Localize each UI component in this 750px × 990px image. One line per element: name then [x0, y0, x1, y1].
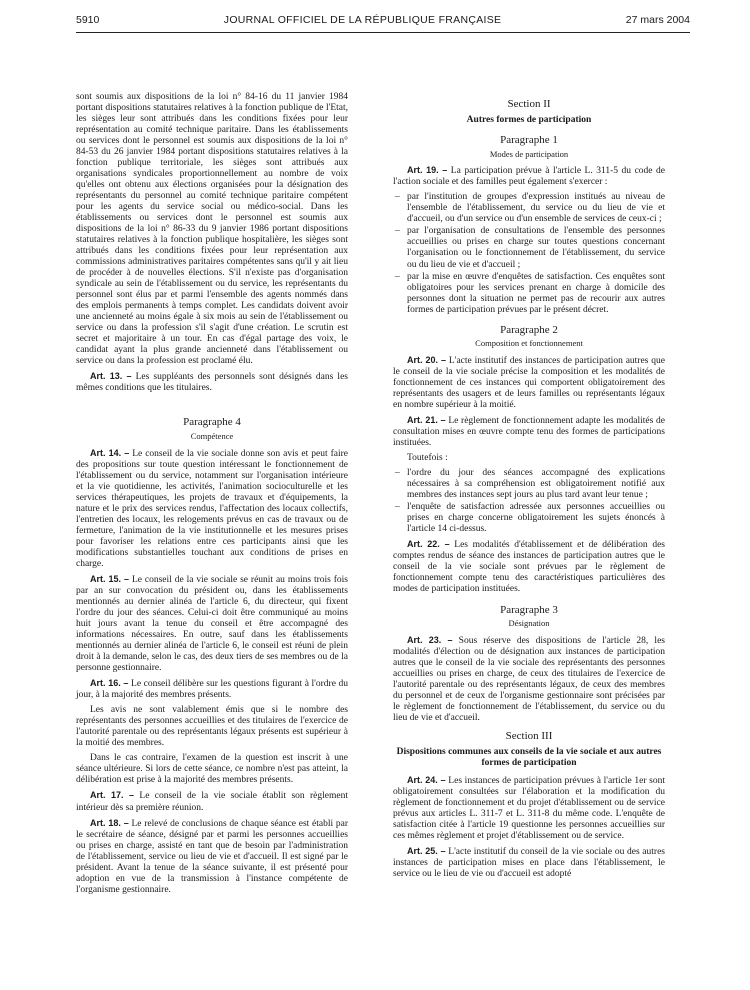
article-16: Art. 16. – Le conseil délibère sur les questions figurant à l'ordre du jour, à la majorité des membres présents. — [76, 678, 348, 701]
paragraph: Dans le cas contraire, l'examen de la question est inscrit à une séance ultérieure. Si lors de cette séance, ce nombre n'est pas atteint, la délibération est prise à la majorité des membres présents. — [76, 753, 348, 786]
article-18: Art. 18. – Le relevé de conclusions de chaque séance est établi par le secrétaire de séance, désigné par et parmi les personnes accueillies ou prises en charge, assisté en tant que de besoin par l'administration de l'établissement, service ou lieu de vie et d'accueil. Il est signé par le président. Avant la tenue de la séance suivante, il est présenté pour adoption en vue de la transmission à l'instance compétente de l'organisme gestionnaire. — [76, 817, 348, 895]
paragraph: Les avis ne sont valablement émis que si le nombre des représentants des personnes accueillies et des titulaires de l'exercice de l'autorité parentale ou des représentants légaux présents est supérieur à la moitié des membres. — [76, 705, 348, 749]
paragraph-3-title: Paragraphe 3 — [500, 603, 558, 616]
article-20: Art. 20. – L'acte institutif des instances de participation autres que le conseil de la vie sociale précise la composition et les modalités de fonctionnement de ces instances qui comportent obligatoirement des représentants des usagers et de leurs familles ou représentants légaux en nombre supérieur à la moitié. — [393, 355, 665, 411]
article-17: Art. 17. – Le conseil de la vie sociale établit son règlement intérieur dès sa première réunion. — [76, 790, 348, 813]
article-19-list — [393, 192, 665, 315]
left-column — [76, 92, 348, 900]
article-22: Art. 22. – Les modalités d'établissement et de délibération des comptes rendus de séance des instances de participation autres que le conseil de la vie sociale sont prévues par le règlement de fonctionnement compte tenu des caractéristiques particulières des modes de participation instituées. — [393, 539, 665, 595]
article-label: Art. 23. – — [407, 635, 453, 646]
article-21-list — [393, 468, 665, 535]
article-15: Art. 15. – Le conseil de la vie sociale se réunit au moins trois fois par an sur convocation du président ou, dans les établissements mentionnés au dernier alinéa de l'article 6, du directeur, qui fixent l'ordre du jour des séances. Celui-ci doit être communiqué au moins huit jours avant la tenue du conseil et être accompagné des informations nécessaires. En outre, sauf dans les établissements mentionnés au dernier alinéa de l'article 6, le conseil est réuni de plein droit à la demande, selon le cas, des deux tiers de ses membres ou de la personne gestionnaire. — [76, 574, 348, 674]
list-item: – par la mise en œuvre d'enquêtes de satisfaction. Ces enquêtes sont obligatoires pour les services prenant en charge à domicile des personnes dont la situation ne permet pas de recourir aux autres formes de participation prévues par le présent décret. — [393, 272, 665, 316]
paragraph-4-title: Paragraphe 4 — [183, 416, 241, 429]
article-23: Art. 23. – Sous réserve des dispositions de l'article 28, les modalités d'élection ou de désignation aux instances de participation autres que le conseil de la vie sociale des représentants des personnes accueillies ou prises en charge, de ceux des titulaires de l'exercice de l'autorité parentale ou des représentants légaux, de ceux des membres du personnel et de ceux de l'organisme gestionnaire sont précisées par le règlement de fonctionnement de l'établissement, du service ou du lieu de vie et d'accueil. — [393, 635, 665, 724]
article-label: Art. 24. – — [407, 775, 446, 786]
paragraph: sont soumis aux dispositions de la loi n° 84-16 du 11 janvier 1984 portant dispositions statutaires relatives à la fonction publique de l'Etat, les sièges leur sont attribués dans les conditions fixées pour leur représentation au comité technique paritaire. Dans les établissements ou services dont le personnel est soumis aux dispositions de la loi n° 84-53 du 26 janvier 1984 portant dispositions statutaires relatives à la fonction publique territoriale, les sièges sont attribués aux organisations syndicales proportionnellement au nombre de voix qu'elles ont obtenu aux élections organisées pour la désignation des représentants du personnel au comité technique paritaire compétent pour les agents du service social ou médico-social. Dans les établissements ou services dont le personnel est soumis aux dispositions de la loi n° 86-33 du 9 janvier 1986 portant dispositions statutaires relatives à la fonction publique hospitalière, les sièges sont attribués dans les conditions fixées pour leur représentation aux commissions administratives paritaires compétentes sans qu'il y ait lieu de procéder à de nouvelles élections. S'il n'existe pas d'organisation syndicale au sein de l'établissement ou du service, les représentants du personnel sont élus par et parmi l'ensemble des agents nommés dans des emplois permanents à temps complet. Les candidats doivent avoir une ancienneté au moins égale à six mois au sein de l'établissement ou service ou dans la profession s'il s'agit d'une création. Le scrutin est secret et majoritaire à un tour. En cas d'égal partage des voix, le candidat ayant la plus grande ancienneté dans l'établissement ou service ou dans la profession est proclamé élu. — [76, 92, 348, 367]
section-2-title: Section II — [507, 98, 551, 110]
list-item: – par l'institution de groupes d'expression institués au niveau de l'ensemble de l'établissement, du service ou du lieu de vie et d'accueil, ou d'un service ou d'un ensemble de services de ceux-ci ; — [393, 192, 665, 225]
list-item: – l'ordre du jour des séances accompagné des explications nécessaires à sa compréhension est obligatoirement notifié aux membres des instances sept jours au plus tard avant leur tenue ; — [393, 468, 665, 501]
article-label: Art. 25. – — [407, 846, 446, 857]
right-column — [393, 92, 665, 884]
article-label: Art. 21. – — [407, 415, 446, 426]
article-14: Art. 14. – Le conseil de la vie sociale donne son avis et peut faire des propositions sur toute question intéressant le fonctionnement de l'établissement ou du service, notamment sur l'organisation intérieure et la vie quotidienne, les activités, l'animation socioculturelle et les services thérapeutiques, les projets de travaux et d'équipements, la nature et le prix des services rendus, l'affectation des locaux collectifs, l'entretien des locaux, les relogements prévus en cas de travaux ou de fermeture, l'animation de la vie institutionnelle et les mesures prises pour favoriser les relations entre ces participants ainsi que les modifications substantielles touchant aux conditions de prises en charge. — [76, 448, 348, 570]
paragraph-2-title: Paragraphe 2 — [500, 323, 558, 336]
journal-title: JOURNAL OFFICIEL DE LA RÉPUBLIQUE FRANÇAISE — [223, 14, 502, 26]
article-label: Art. 14. – — [90, 448, 130, 459]
article-25: Art. 25. – L'acte institutif du conseil de la vie sociale ou des autres instances de participation mises en place dans l'établissement, le service ou le lieu de vie ou d'accueil est adopté — [393, 846, 665, 880]
section-3-title: Section III — [505, 730, 553, 743]
paragraph-4-subtitle: Compétence — [190, 431, 234, 442]
section-3-subtitle: Dispositions communes aux conseils de la vie sociale et aux autres formes de participation — [396, 746, 662, 768]
article-13: Art. 13. – Les suppléants des personnels sont désignés dans les mêmes conditions que les titulaires. — [76, 371, 348, 394]
page-header — [76, 10, 690, 30]
section-2-subtitle: Autres formes de participation — [466, 114, 592, 125]
list-item: – par l'organisation de consultations de l'ensemble des personnes accueillies ou prises en charge sur toutes questions concernant l'organisation ou le fonctionnement de l'établissement, du service ou du lieu de vie et d'accueil ; — [393, 226, 665, 270]
paragraph: Toutefois : — [407, 453, 448, 464]
page-number: 5910 — [76, 14, 100, 26]
paragraph-1-title: Paragraphe 1 — [500, 133, 558, 146]
article-21: Art. 21. – Le règlement de fonctionnement adapte les modalités de consultation mises en œuvre compte tenu des formes de participations instituées. — [393, 415, 665, 449]
header-rule — [76, 32, 690, 33]
article-label: Art. 16. – — [90, 678, 129, 689]
list-item: – l'enquête de satisfaction adressée aux personnes accueillies ou prises en charge concerne obligatoirement les sujets énoncés à l'article 14 ci-dessus. — [393, 502, 665, 535]
paragraph-1-subtitle: Modes de participation — [489, 148, 569, 159]
article-label: Art. 17. – — [90, 790, 135, 801]
article-24: Art. 24. – Les instances de participation prévues à l'article 1er sont obligatoirement consultées sur l'élaboration et la modification du règlement de fonctionnement et du projet d'établissement ou de service prévus aux articles L. 311-7 et L. 311-8 du même code. L'enquête de satisfaction citée à l'article 19 questionne les personnes accueillies sur ces mêmes règlement et projet d'établissement ou de service. — [393, 775, 665, 842]
article-label: Art. 20. – — [407, 355, 447, 366]
paragraph-2-subtitle: Composition et fonctionnement — [475, 338, 583, 349]
publication-date: 27 mars 2004 — [625, 14, 690, 26]
article-label: Art. 22. – — [407, 539, 450, 550]
article-label: Art. 15. – — [90, 574, 130, 585]
article-label: Art. 18. – — [90, 817, 129, 828]
article-label: Art. 13. – — [90, 371, 132, 382]
article-19: Art. 19. – La participation prévue à l'article L. 311-5 du code de l'action sociale et des familles peut également s'exercer : — [393, 165, 665, 188]
article-label: Art. 19. – — [407, 165, 448, 176]
paragraph-3-subtitle: Désignation — [508, 618, 550, 629]
